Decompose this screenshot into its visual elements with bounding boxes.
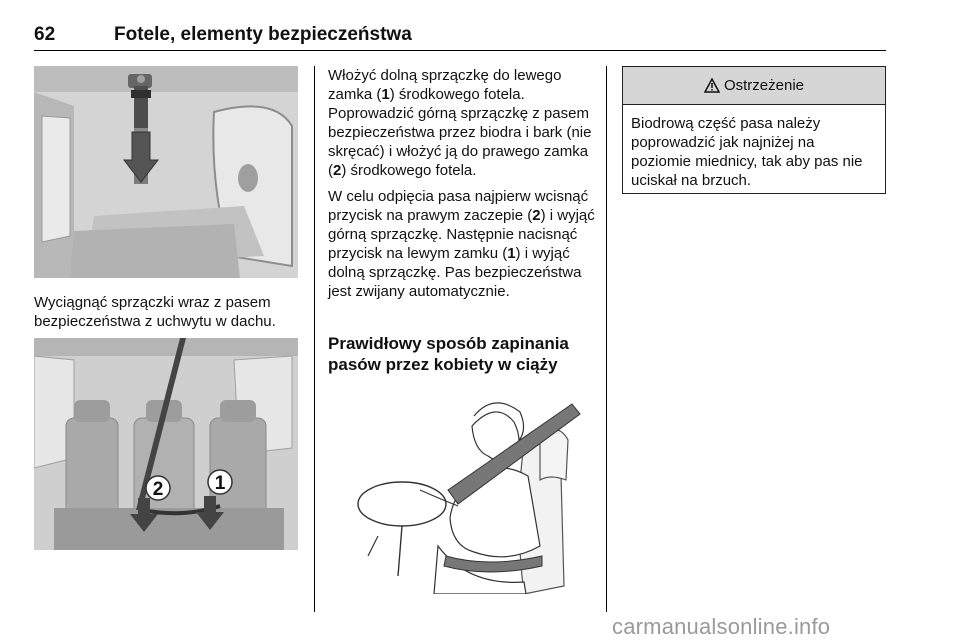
page-number: 62	[34, 24, 56, 45]
figure-caption: Wyciągnąć sprzączki wraz z pasem bezpieczeństwa z uchwytu w dachu.	[34, 294, 276, 330]
warning-text: Biodrową część pasa należy poprowadzić jak najniżej na poziomie miednicy, tak aby pas nie uciskał na brzuch.	[631, 115, 863, 189]
warning-header	[623, 67, 885, 105]
figure-roof-buckle	[34, 66, 298, 278]
header-rule	[34, 50, 886, 51]
paragraph-buckle-release: W celu odpięcia pasa najpierw wcisnąć przycisk na prawym zaczepie (2) i wyjąć górną sprzączkę. Następnie nacisnąć przycisk na lewym zamku (1) i wyjąć dolną sprzączkę. Pas bezpieczeństwa jest zwijany automatycznie.	[328, 188, 595, 300]
figure-pregnant-seatbelt	[328, 386, 592, 594]
section-heading: Prawidłowy sposób zapinania pasów przez kobiety w ciąży	[328, 334, 569, 374]
column-divider-left	[314, 66, 315, 612]
warning-box	[622, 66, 886, 194]
watermark: carmanualsonline.info	[612, 614, 831, 639]
warning-title: Ostrzeżenie	[723, 77, 805, 94]
column-divider-right	[606, 66, 607, 612]
middle-column-text	[328, 66, 600, 308]
paragraph-buckle-insert: Włożyć dolną sprzączkę do lewego zamka (1) środkowego fotela. Poprowadzić górną sprzączkę z pasem bezpieczeństwa przez biodra i bark (nie skręcać) i włożyć ją do prawego zamka (2) środkowego fotela.	[328, 67, 592, 179]
figure-seat-buckles	[34, 338, 298, 550]
page-header	[34, 24, 886, 52]
chapter-title: Fotele, elementy bezpieczeństwa	[114, 24, 412, 45]
figure-label-2: 2	[152, 479, 164, 500]
warning-triangle-icon	[704, 78, 720, 93]
figure-label-1: 1	[214, 473, 226, 494]
